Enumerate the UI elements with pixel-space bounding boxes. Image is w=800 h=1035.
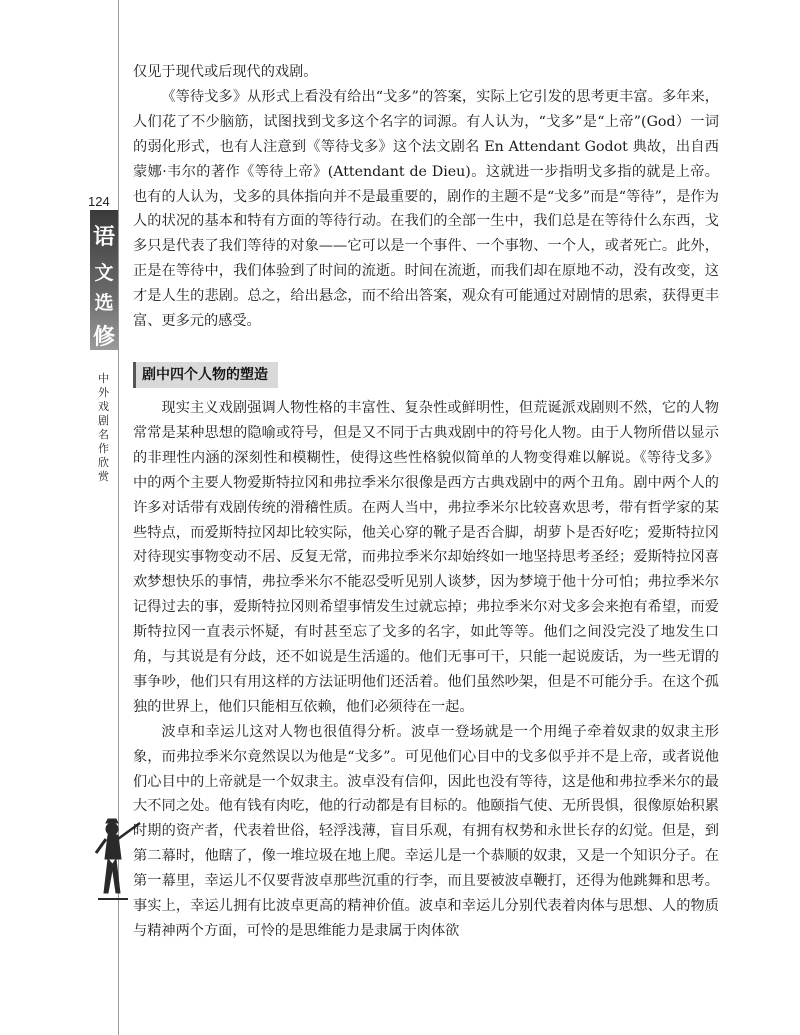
paragraph: 《等待戈多》从形式上看没有给出“戈多”的答案，实际上它引发的思考更丰富。多年来，人们花了不少脑筋，试图找到戈多这个名字的词源。有人认为，“戈多”是“上帝”(God）一词的弱化形式，也有人注意到《等待戈多》这个法文剧名 En Attendant Godot 典故，出自西蒙娜·韦尔的著作《等待上帝》(Attendant de Dieu)。这就进一步指明戈多指的就是上帝。也有的人认为，戈多的具体指向并不是最重要的，剧作的主题不是“戈多”而是“等待”，是作为人的状况的基本和特有方面的等待行动。在我们的全部一生中，我们总是在等待什么东西，戈多只是代表了我们等待的对象——它可以是一个事件、一个事物、一个人，或者死亡。此外，正是在等待中，我们体验到了时间的流逝。时间在流逝，而我们却在原地不动，没有改变，这才是人生的悲剧。总之，给出悬念，而不给出答案，观众有可能通过对剧情的思索，获得更丰富、更多元的感受。 bbox=[133, 88, 719, 330]
section-heading: 剧中四个人物的塑造 bbox=[133, 362, 278, 388]
page-number: 124 bbox=[88, 194, 110, 209]
series-tab bbox=[90, 210, 118, 350]
series-char: 选 bbox=[94, 292, 114, 314]
paragraph: 波卓和幸运儿这对人物也很值得分析。波卓一登场就是一个用绳子牵着奴隶的奴隶主形象，而弗拉季米尔竟然误以为他是“戈多”。可见他们心目中的戈多似乎并不是上帝，或者说他们心目中的上帝就是一个奴隶主。波卓没有信仰，因此也没有等待，这是他和弗拉季米尔的最大不同之处。他有钱有肉吃，他的行动都是有目标的。他颐指气使、无所畏惧，很像原始积累时期的资产者，代表着世俗，轻浮浅薄，盲目乐观，有拥有权势和永世长存的幻觉。但是，到第二幕时，他瞎了，像一堆垃圾在地上爬。幸运儿是一个恭顺的奴隶，又是一个知识分子。在第一幕里，幸运儿不仅要背波卓那些沉重的行李，而且要被波卓鞭打，还得为他跳舞和思考。事实上，幸运儿拥有比波卓更高的精神价值。波卓和幸运儿分别代表着肉体与思想、人的物质与精神两个方面，可怜的是思维能力是隶属于肉体欲 bbox=[133, 723, 719, 939]
article-body bbox=[133, 60, 719, 944]
paragraph: 现实主义戏剧强调人物性格的丰富性、复杂性或鲜明性，但荒诞派戏剧则不然，它的人物常常是某种思想的隐喻或符号，但是又不同于古典戏剧中的符号化人物。由于人物所借以显示的非理性内涵的深刻性和模糊性，使得这些性格貌似简单的人物变得难以解说。《等待戈多》中的两个主要人物爱斯特拉冈和弗拉季米尔很像是西方古典戏剧中的两个丑角。剧中两个人的许多对话带有戏剧传统的滑稽性质。在两人当中，弗拉季米尔比较喜欢思考，带有哲学家的某些特点，而爱斯特拉冈却比较实际，他关心穿的靴子是否合脚，胡萝卜是否好吃；爱斯特拉冈对待现实事物变动不居、反复无常，而弗拉季米尔却始终如一地坚持思考圣经；爱斯特拉冈喜欢梦想快乐的事情，弗拉季米尔不能忍受听见别人谈梦，因为梦境于他十分可怕；弗拉季米尔记得过去的事，爱斯特拉冈则希望事情发生过就忘掉；弗拉季米尔对戈多会来抱有希望，而爱斯特拉冈一直表示怀疑，有时甚至忘了戈多的名字，如此等等。他们之间没完没了地发生口角，与其说是有分歧，还不如说是生活遥的。他们无事可干，只能一起说废话，为一些无谓的事争吵，他们只有用这样的方法证明他们还活着。他们虽然吵架，但是不可能分手。在这个孤独的世界上，他们只能相互依赖，他们必须待在一起。 bbox=[133, 399, 719, 715]
series-char: 语 bbox=[92, 224, 115, 250]
paragraph: 仅见于现代或后现代的戏剧。 bbox=[133, 64, 318, 80]
book-title-vertical: 中外戏剧名作欣赏 bbox=[98, 372, 109, 483]
series-char: 修 bbox=[92, 324, 115, 350]
series-char: 文 bbox=[94, 262, 114, 284]
